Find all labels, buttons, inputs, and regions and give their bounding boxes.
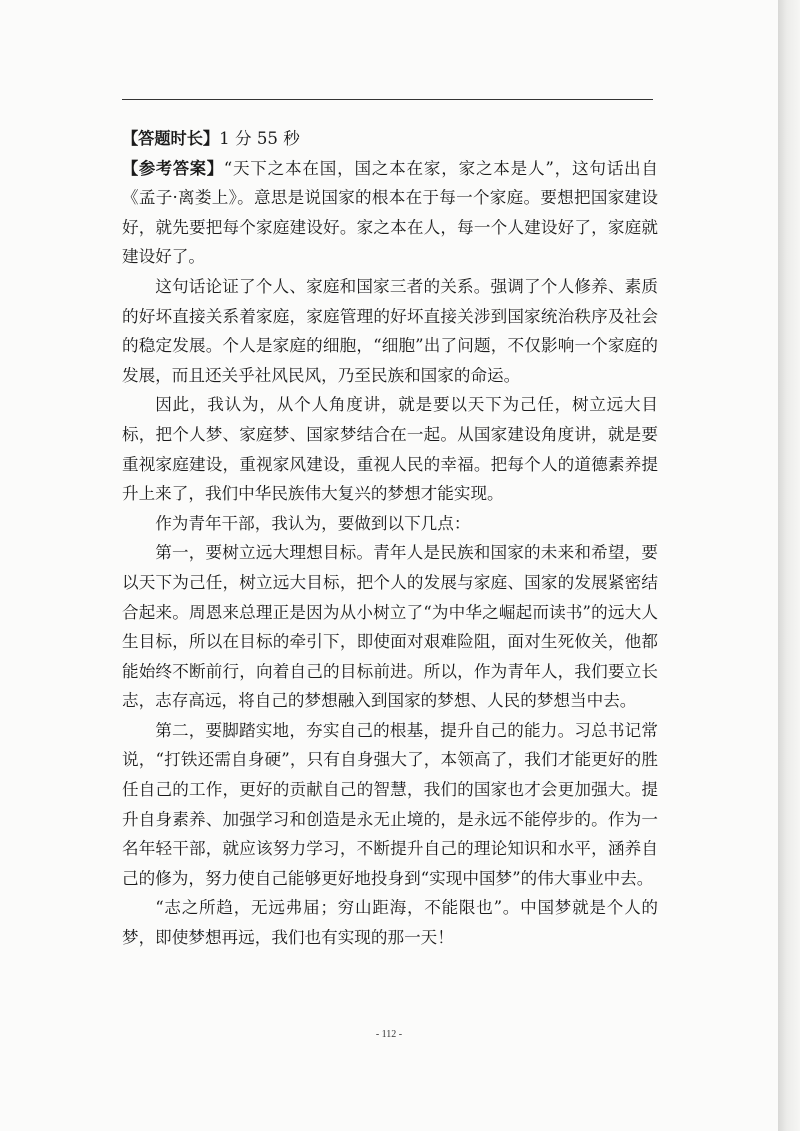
body-paragraph-conclusion: 因此，我认为，从个人角度讲，就是要以天下为己任，树立远大目标，把个人梦、家庭梦、国家梦结合在一起。从国家建设角度讲，就是要重视家庭建设，重视家风建设，重视人民的幸福。把每个人的道德素养提升上来了，我们中华民族伟大复兴的梦想才能实现。: [122, 395, 658, 504]
answer-label: 【参考答案】: [122, 158, 224, 178]
duration-line: [122, 124, 658, 154]
duration-value: 1 分 55 秒: [219, 129, 300, 148]
body-paragraph-closing: “志之所趋，无远弗届；穷山距海，不能限也”。中国梦就是个人的梦，即使梦想再远，我们也有实现的那一天！: [122, 898, 658, 948]
document-body: [122, 124, 658, 953]
header-rule: [122, 99, 653, 100]
body-paragraph-point-one: 第一，要树立远大理想目标。青年人是民族和国家的未来和希望，要以天下为己任，树立远大目标，把个人的发展与家庭、国家的发展紧密结合起来。周恩来总理正是因为从小树立了“为中华之崛起而读书”的远大人生目标，所以在目标的牵引下，即使面对艰难险阻，面对生死攸关，他都能始终不断前行，向着自己的目标前进。所以，作为青年人，我们要立长志，志存高远，将自己的梦想融入到国家的梦想、人民的梦想当中去。: [122, 543, 658, 711]
body-paragraph-relationship: 这句话论证了个人、家庭和国家三者的关系。强调了个人修养、素质的好坏直接关系着家庭，家庭管理的好坏直接关涉到国家统治秩序及社会的稳定发展。个人是家庭的细胞，“细胞”出了问题，不仅影响一个家庭的发展，而且还关乎社风民风，乃至民族和国家的命运。: [122, 276, 658, 385]
duration-label: 【答题时长】: [122, 129, 220, 148]
scan-edge: [778, 0, 800, 1131]
body-paragraph-intro-points: 作为青年干部，我认为，要做到以下几点：: [155, 513, 471, 533]
page-number: - 112 -: [375, 1029, 403, 1040]
body-paragraph-point-two: 第二，要脚踏实地，夯实自己的根基，提升自己的能力。习总书记常说，“打铁还需自身硬”，只有自身强大了，本领高了，我们才能更好的胜任自己的工作，更好的贡献自己的智慧，我们的国家也才会更加强大。提升自身素养、加强学习和创造是永无止境的，是永远不能停步的。作为一名年轻干部，就应该努力学习，不断提升自己的理论知识和水平，涵养自己的修为，努力使自己能够更好地投身到“实现中国梦”的伟大事业中去。: [122, 720, 658, 888]
answer-paragraph: [122, 154, 658, 272]
answer-text: “天下之本在国，国之本在家，家之本是人”，这句话出自《孟子·离娄上》。意思是说国家的根本在于每一个家庭。要想把国家建设好，就先要把每个家庭建设好。家之本在人，每一个人建设好了，家庭就建设好了。: [122, 158, 658, 267]
